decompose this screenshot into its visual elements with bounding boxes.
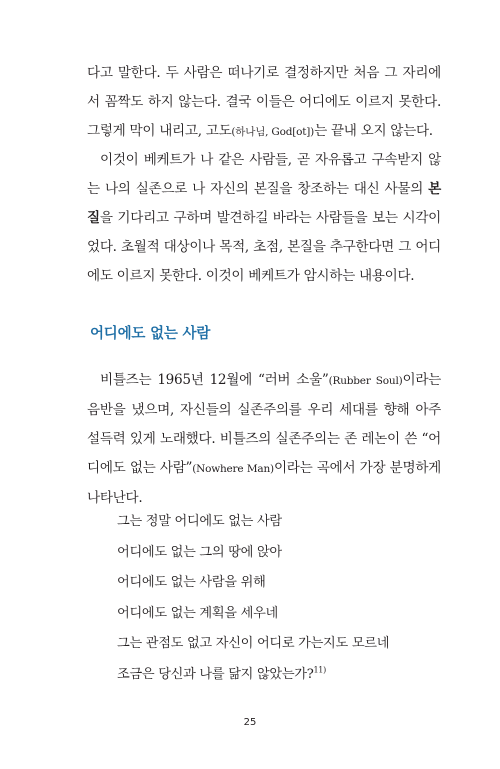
parenthetical-note: (Rubber Soul) [328,375,403,387]
lyric-text: 조금은 당신과 나를 닮지 않았는가? [117,666,314,682]
paragraph-godot-ending [87,59,441,147]
paragraph-text: 다고 말한다. 두 사람은 떠나기로 결정하지만 처음 그 자리에서 꼼짝도 하지 않는다. 결국 이들은 어디에도 이르지 못한다. 그렇게 막이 내리고, 고도 [87,65,441,139]
lyric-line: 어디에도 없는 계획을 세우네 [117,605,278,621]
paragraph-text: 이라는 곡에서 가장 분명하게 나타난다. [87,460,441,506]
paragraph-beckett-view [87,146,441,291]
paragraph-beatles [87,366,441,513]
footnote-reference: 11) [313,665,326,675]
section-heading: 어디에도 없는 사람 [90,326,211,342]
paragraph-text: 비틀즈는 1965년 12월에 “러버 소울” [100,372,329,388]
parenthetical-note: (Nowhere Man) [192,463,274,475]
paragraph-text: 이것이 베케트가 나 같은 사람들, 곧 자유롭고 구속받지 않는 나의 실존으로 나 자신의 본질을 창조하는 대신 사물의 [87,152,441,197]
lyric-line: 어디에도 없는 그의 땅에 앉아 [117,544,282,560]
emphasized-word: 본질 [87,181,441,226]
lyric-line: 어디에도 없는 사람을 위해 [117,575,266,590]
lyric-line [117,660,389,691]
lyric-line: 그는 관점도 없고 자신이 어디로 가는지도 모르네 [117,636,390,651]
lyric-line: 그는 정말 어디에도 없는 사람 [117,514,282,529]
parenthetical-note: (하나님, God[ot]) [231,126,315,138]
page-number: 25 [243,717,257,728]
song-lyrics-quote [117,507,389,690]
paragraph-text: 이라는 음반을 냈으며, 자신들의 실존주의를 우리 세대를 향해 아주 설득력 있게 노래했다. 비틀즈의 실존주의는 존 레논이 쓴 “어디에도 없는 사람” [87,372,441,476]
paragraph-text: 을 기다리고 구하며 발견하길 바라는 사람들을 보는 시각이었다. 초월적 대상이나 목적, 초점, 본질을 추구한다면 그 어디에도 이르지 못한다. 이것이 베케트가 암시하는 내용이다. [87,210,441,284]
paragraph-text: 는 끝내 오지 않는다. [314,123,433,139]
